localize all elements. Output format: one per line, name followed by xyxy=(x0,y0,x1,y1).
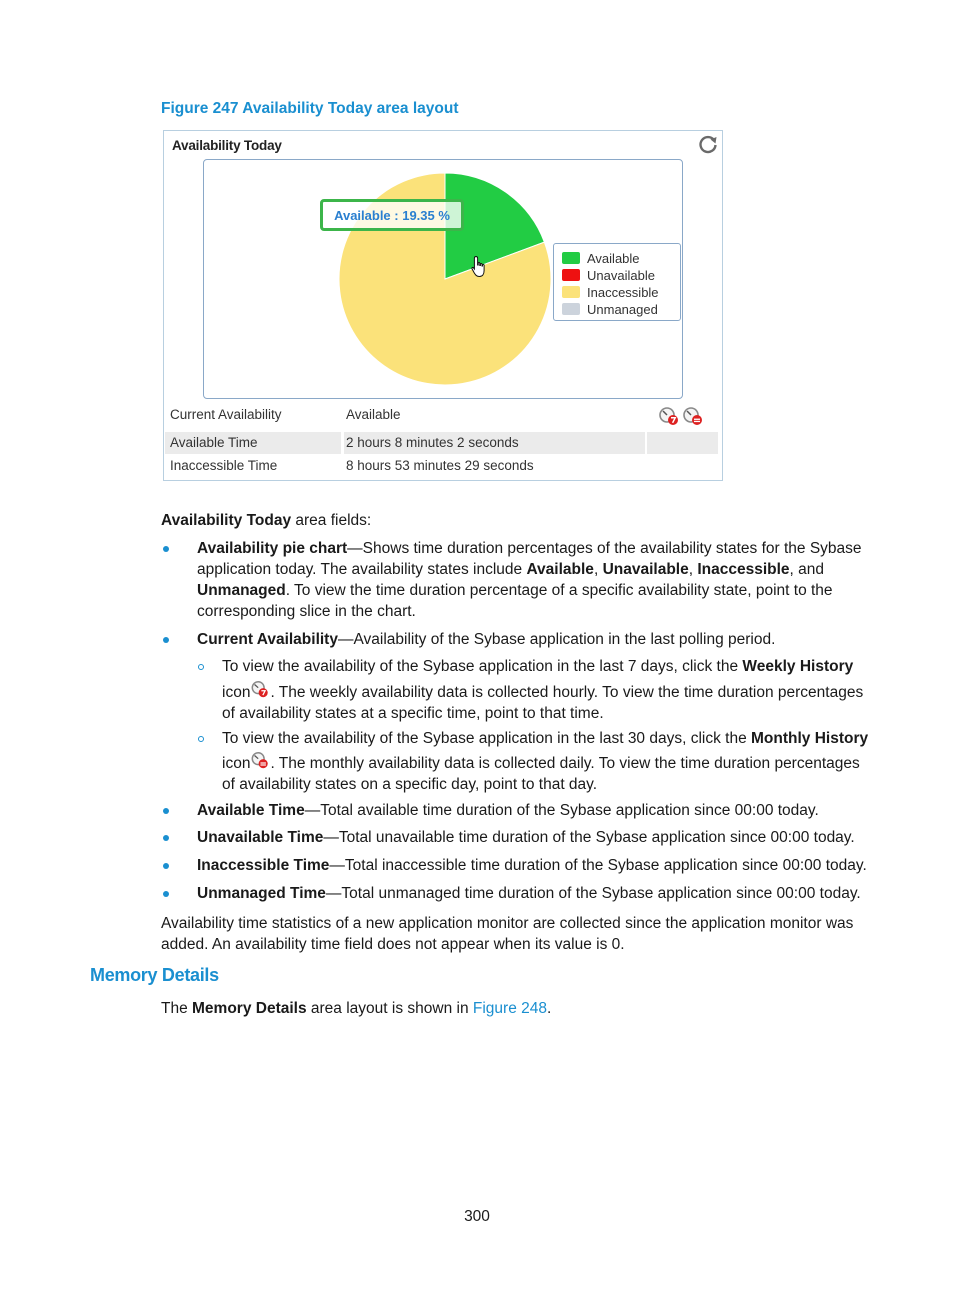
bold-term: Inaccessible xyxy=(697,561,790,578)
intro-paragraph xyxy=(161,510,371,531)
line: corresponding slice in the chart. xyxy=(197,603,416,620)
legend-label: Available xyxy=(587,251,640,266)
bold-term: Inaccessible Time xyxy=(197,857,330,874)
sub-bullet xyxy=(198,664,204,670)
line: Availability time statistics of a new application monitor are collected since the application monitor was xyxy=(161,915,854,932)
legend-item-inaccessible[interactable] xyxy=(562,285,680,301)
legend-swatch-unmanaged xyxy=(562,303,580,315)
sub-bullet xyxy=(198,736,204,742)
line xyxy=(222,751,882,774)
text: To view the availability of the Sybase application in the last 30 days, click the xyxy=(222,730,752,747)
bullet-unmanaged-time xyxy=(197,883,861,904)
weekly-history-icon xyxy=(250,680,270,699)
text: —Shows time duration percentages of the availability states for the Sybase xyxy=(347,540,862,557)
row-value: 8 hours 53 minutes 29 seconds xyxy=(346,458,534,473)
bold-term: Current Availability xyxy=(197,631,338,648)
line: of availability states at a specific time, point to that time. xyxy=(222,705,604,722)
bold-term: Unmanaged Time xyxy=(197,885,326,902)
bullet xyxy=(163,546,169,552)
legend-swatch-inaccessible xyxy=(562,286,580,298)
text: —Total inaccessible time duration of the Sybase application since 00:00 today. xyxy=(329,857,867,874)
figure-caption: Figure 247 Availability Today area layout xyxy=(161,100,459,117)
line xyxy=(197,538,867,559)
bold-term: Availability Today xyxy=(161,512,292,529)
availability-today-widget xyxy=(163,130,723,481)
bold-term: Unavailable Time xyxy=(197,829,324,846)
bullet-available-time xyxy=(197,800,819,821)
row-available-time xyxy=(164,432,720,454)
line xyxy=(197,559,867,580)
legend-item-unavailable[interactable] xyxy=(562,268,680,284)
row-label: Current Availability xyxy=(170,407,282,422)
legend-label: Unmanaged xyxy=(587,302,658,317)
bullet-availability-pie-chart xyxy=(197,538,867,622)
row-label: Available Time xyxy=(165,432,341,454)
line xyxy=(222,680,882,703)
text: , and xyxy=(789,561,825,578)
sub-bullet-weekly-history xyxy=(222,656,882,724)
text: area fields: xyxy=(291,512,372,529)
text: —Total unavailable time duration of the Sybase application since 00:00 today. xyxy=(323,829,855,846)
text: icon xyxy=(222,684,251,701)
bullet xyxy=(163,891,169,897)
text: —Total available time duration of the Sybase application since 00:00 today. xyxy=(304,802,819,819)
bullet-current-availability xyxy=(197,629,775,650)
refresh-icon[interactable] xyxy=(697,134,719,156)
text: . The monthly availability data is collected daily. To view the time duration percentages xyxy=(270,755,860,772)
tooltip-text: Available : 19.35 % xyxy=(334,208,450,223)
legend-label: Unavailable xyxy=(587,268,655,283)
note-paragraph xyxy=(161,913,881,955)
legend-item-unmanaged[interactable] xyxy=(562,302,680,318)
memory-details-paragraph xyxy=(161,998,551,1019)
legend-swatch-available xyxy=(562,252,580,264)
section-heading-memory-details: Memory Details xyxy=(90,965,219,985)
row-inaccessible-time xyxy=(164,455,720,477)
bold-term: Available Time xyxy=(197,802,305,819)
chart-area xyxy=(203,159,683,399)
text: . To view the time duration percentage of a specific availability state, point to the xyxy=(285,582,833,599)
bold-term: Unavailable xyxy=(602,561,689,578)
text: icon xyxy=(222,755,251,772)
text: To view the availability of the Sybase application in the last 7 days, click the xyxy=(222,658,743,675)
line xyxy=(197,580,867,601)
bullet xyxy=(163,835,169,841)
line xyxy=(222,728,882,749)
bold-term: Available xyxy=(526,561,594,578)
monthly-history-icon xyxy=(250,751,270,770)
text: The xyxy=(161,1000,193,1017)
figure-248-link[interactable]: Figure 248 xyxy=(472,1000,547,1017)
row-value: 2 hours 8 minutes 2 seconds xyxy=(344,432,645,454)
line: of availability states on a specific day, point to that day. xyxy=(222,776,598,793)
text: area layout is shown in xyxy=(306,1000,473,1017)
text: . The weekly availability data is collected hourly. To view the time duration percentages xyxy=(270,684,864,701)
text: —Total unmanaged time duration of the Sybase application since 00:00 today. xyxy=(325,885,861,902)
history-icons xyxy=(647,404,718,426)
text: —Availability of the Sybase application in the last polling period. xyxy=(337,631,776,648)
widget-title: Availability Today xyxy=(172,138,282,153)
bold-term: Monthly History xyxy=(751,730,869,747)
bullet-unavailable-time xyxy=(197,827,855,848)
chart-legend xyxy=(553,243,681,321)
page-number: 300 xyxy=(464,1208,490,1225)
text: , xyxy=(593,561,603,578)
legend-label: Inaccessible xyxy=(587,285,659,300)
weekly-history-icon[interactable] xyxy=(658,406,680,426)
row-spacer xyxy=(647,432,718,454)
text: . xyxy=(547,1000,552,1017)
bullet xyxy=(163,637,169,643)
line xyxy=(222,656,882,677)
text: , xyxy=(688,561,698,578)
chart-tooltip xyxy=(320,199,464,231)
row-current-availability xyxy=(164,404,720,426)
bullet-inaccessible-time xyxy=(197,855,867,876)
line: added. An availability time field does not appear when its value is 0. xyxy=(161,936,625,953)
bullet xyxy=(163,808,169,814)
sub-bullet-monthly-history xyxy=(222,728,882,795)
bold-term: Memory Details xyxy=(192,1000,307,1017)
hand-cursor-icon xyxy=(471,255,487,279)
row-label: Inaccessible Time xyxy=(170,458,278,473)
legend-swatch-unavailable xyxy=(562,269,580,281)
bold-term: Availability pie chart xyxy=(197,540,348,557)
text: application today. The availability states include xyxy=(197,561,527,578)
legend-item-available[interactable] xyxy=(562,251,680,267)
bullet xyxy=(163,863,169,869)
bold-term: Unmanaged xyxy=(197,582,286,599)
bold-term: Weekly History xyxy=(742,658,854,675)
row-value: Available xyxy=(346,407,401,422)
monthly-history-icon[interactable] xyxy=(682,406,704,426)
